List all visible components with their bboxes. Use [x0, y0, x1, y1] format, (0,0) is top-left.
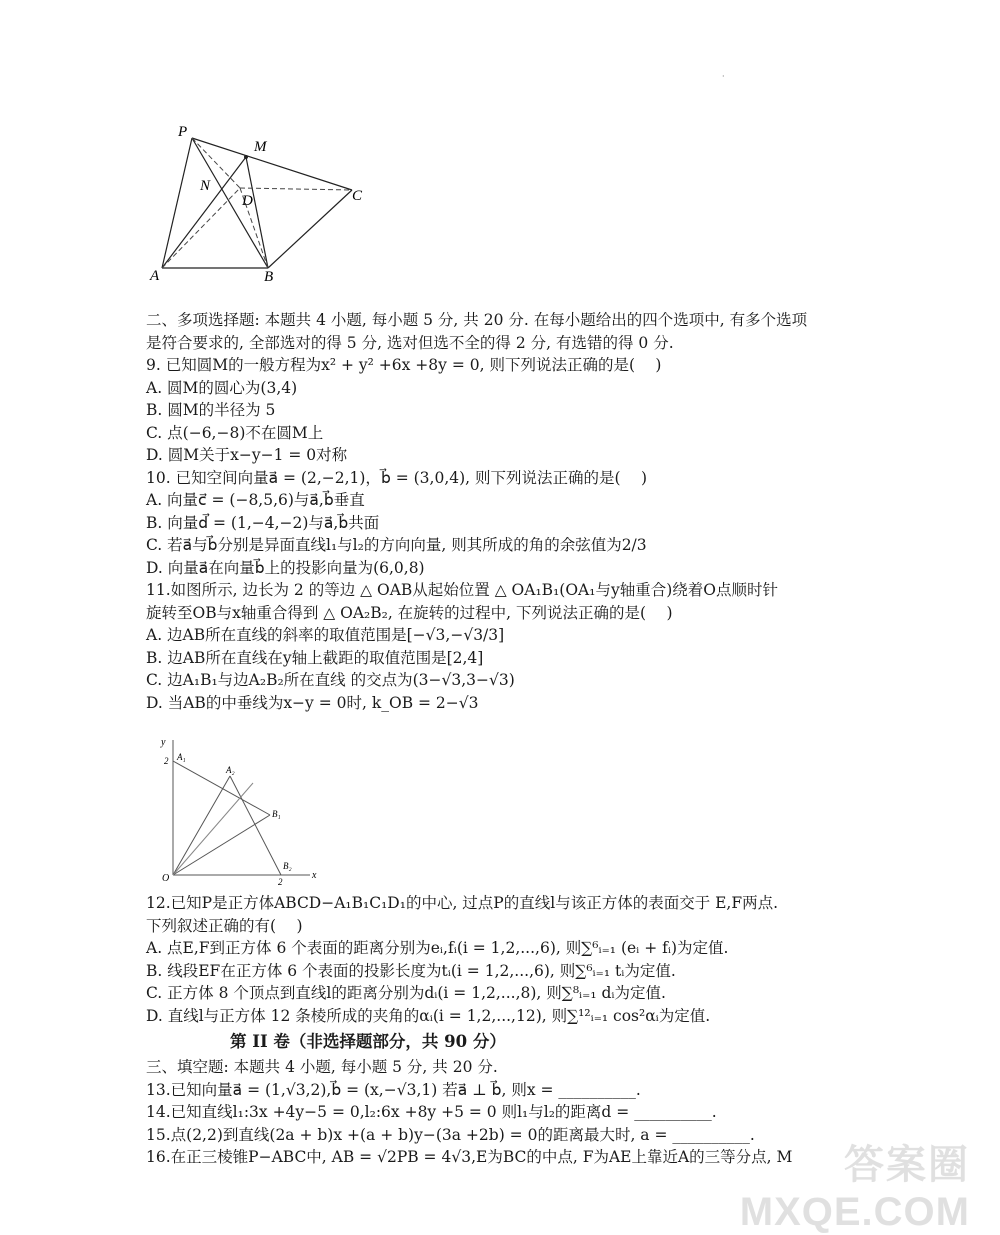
q10-option-b: B. 向量d⃗ = (1,−4,−2)与a⃗,b⃗共面 [146, 513, 380, 532]
edge-BM [246, 157, 268, 268]
label-A2: A₂ [226, 765, 235, 775]
q9-stem: 9. 已知圆M的一般方程为x² + y² +6x +8y = 0, 则下列说法正确的是( ) [146, 356, 662, 374]
q10-option-d: D. 向量a⃗在向量b⃗上的投影向量为(6,0,8) [146, 558, 425, 577]
section2-intro-2: 是符合要求的, 全部选对的得 5 分, 选对但选不全的得 2 分, 有选错的得 0 分. [146, 333, 674, 352]
q11-option-c: C. 边A₁B₁与边A₂B₂所在直线 的交点为(3−√3,3−√3) [146, 671, 515, 689]
part2-heading: 第 II 卷（非选择题部分，共 90 分） [230, 1032, 506, 1051]
q12-option-b: B. 线段EF在正方体 6 个表面的投影长度为tᵢ(i = 1,2,...,6), 则∑⁶ᵢ₌₁ tᵢ为定值. [146, 961, 676, 980]
label-x: x [312, 870, 317, 881]
label-A: A [150, 268, 160, 284]
point-M [244, 155, 248, 159]
label-M: M [254, 139, 267, 155]
edge-PC [192, 138, 352, 190]
q10-option-c: C. 若a⃗与b⃗分别是异面直线l₁与l₂的方向向量, 则其所成的角的余弦值为2/3 [146, 536, 647, 554]
section2-block [146, 309, 866, 714]
watermark-line1: 答案圈 [844, 1143, 970, 1187]
section3-intro: 三、填空题: 本题共 4 小题, 每小题 5 分, 共 20 分. [146, 1058, 498, 1076]
q12-stem-1: 12.已知P是正方体ABCD−A₁B₁C₁D₁的中心, 过点P的直线l与该正方体的表面交于 E,F两点. [146, 894, 779, 912]
q9-option-c: C. 点(−6,−8)不在圆M上 [146, 423, 324, 442]
label-B: B [264, 269, 274, 285]
rotation-figure [150, 735, 330, 885]
q12-option-d: D. 直线l与正方体 12 条棱所成的夹角的αᵢ(i = 1,2,...,12), 则∑¹²ᵢ₌₁ cos²αᵢ为定值. [146, 1006, 711, 1025]
q12-option-a: A. 点E,F到正方体 6 个表面的距离分别为eᵢ,fᵢ(i = 1,2,...,6), 则∑⁶ᵢ₌₁ (eᵢ + fᵢ)为定值. [146, 939, 729, 957]
q12-stem-2: 下列叙述正确的有( ) [146, 916, 303, 935]
stray-dot: · [722, 72, 725, 81]
label-D: D [242, 193, 253, 209]
tri1-OB1 [173, 815, 270, 875]
q14: 14.已知直线l₁:3x +4y−5 = 0,l₂:6x +8y +5 = 0 则l₁与l₂的距离d = __________. [146, 1103, 717, 1121]
q11-stem-2: 旋转至OB与x轴重合得到 △ OA₂B₂, 在旋转的过程中, 下列说法正确的是( ) [146, 603, 673, 622]
pyramid-figure [140, 118, 380, 288]
watermark [740, 1133, 970, 1235]
edge-DC [240, 188, 352, 190]
label-A1: A₁ [177, 752, 186, 762]
tri1-A1B1 [173, 761, 270, 815]
q9-option-d: D. 圆M关于x−y−1 = 0对称 [146, 446, 348, 464]
label-B2: B₂ [283, 861, 292, 871]
label-N: N [200, 178, 211, 194]
edge-PB [192, 138, 268, 268]
q9-option-b: B. 圆M的半径为 5 [146, 401, 276, 419]
q16: 16.在正三棱锥P−ABC中, AB = √2PB = 4√3,E为BC的中点, F为AE上靠近A的三等分点, M [146, 1148, 793, 1166]
q12-option-c: C. 正方体 8 个顶点到直线l的距离分别为dᵢ(i = 1,2,...,8), 则∑⁸ᵢ₌₁ dᵢ为定值. [146, 984, 666, 1002]
q11-option-d: D. 当AB的中垂线为x−y = 0时, k_OB = 2−√3 [146, 693, 479, 712]
label-y: y [161, 737, 166, 748]
label-P: P [178, 124, 188, 140]
q15: 15.点(2,2)到直线(2a + b)x +(a + b)y−(3a +2b) = 0的距离最大时, a = __________. [146, 1125, 755, 1144]
label-C: C [352, 188, 363, 204]
label-2-x: 2 [278, 877, 283, 885]
tri-mid [173, 783, 253, 875]
q13: 13.已知向量a⃗ = (1,√3,2),b⃗ = (x,−√3,1) 若a⃗ ⊥ b⃗, 则x = __________. [146, 1080, 641, 1099]
q10-option-a: A. 向量c⃗ = (−8,5,6)与a⃗,b⃗垂直 [146, 491, 365, 509]
q12-block [146, 892, 866, 1027]
tri2-OA2 [173, 776, 230, 875]
section2-intro-1: 二、多项选择题: 本题共 4 小题, 每小题 5 分, 共 20 分. 在每小题给出的四个选项中, 有多个选项 [146, 311, 808, 329]
watermark-line2: MXQE.COM [739, 1190, 970, 1234]
label-O: O [162, 873, 170, 884]
edge-BC [268, 190, 352, 268]
label-2-y: 2 [164, 756, 169, 766]
label-B1: B₁ [272, 809, 281, 819]
q9-option-a: A. 圆M的圆心为(3,4) [146, 378, 298, 397]
q11-stem-1: 11.如图所示, 边长为 2 的等边 △ OAB从起始位置 △ OA₁B₁(OA₁与y轴重合)绕着O点顺时针 [146, 581, 778, 599]
tri2-A2B2 [230, 776, 281, 875]
q10-stem: 10. 已知空间向量a⃗ = (2,−2,1)，b⃗ = (3,0,4), 则下列说法正确的是( ) [146, 468, 648, 487]
q11-option-b: B. 边AB所在直线在y轴上截距的取值范围是[2,4] [146, 648, 484, 667]
q11-option-a: A. 边AB所在直线的斜率的取值范围是[−√3,−√3/3] [146, 626, 505, 644]
